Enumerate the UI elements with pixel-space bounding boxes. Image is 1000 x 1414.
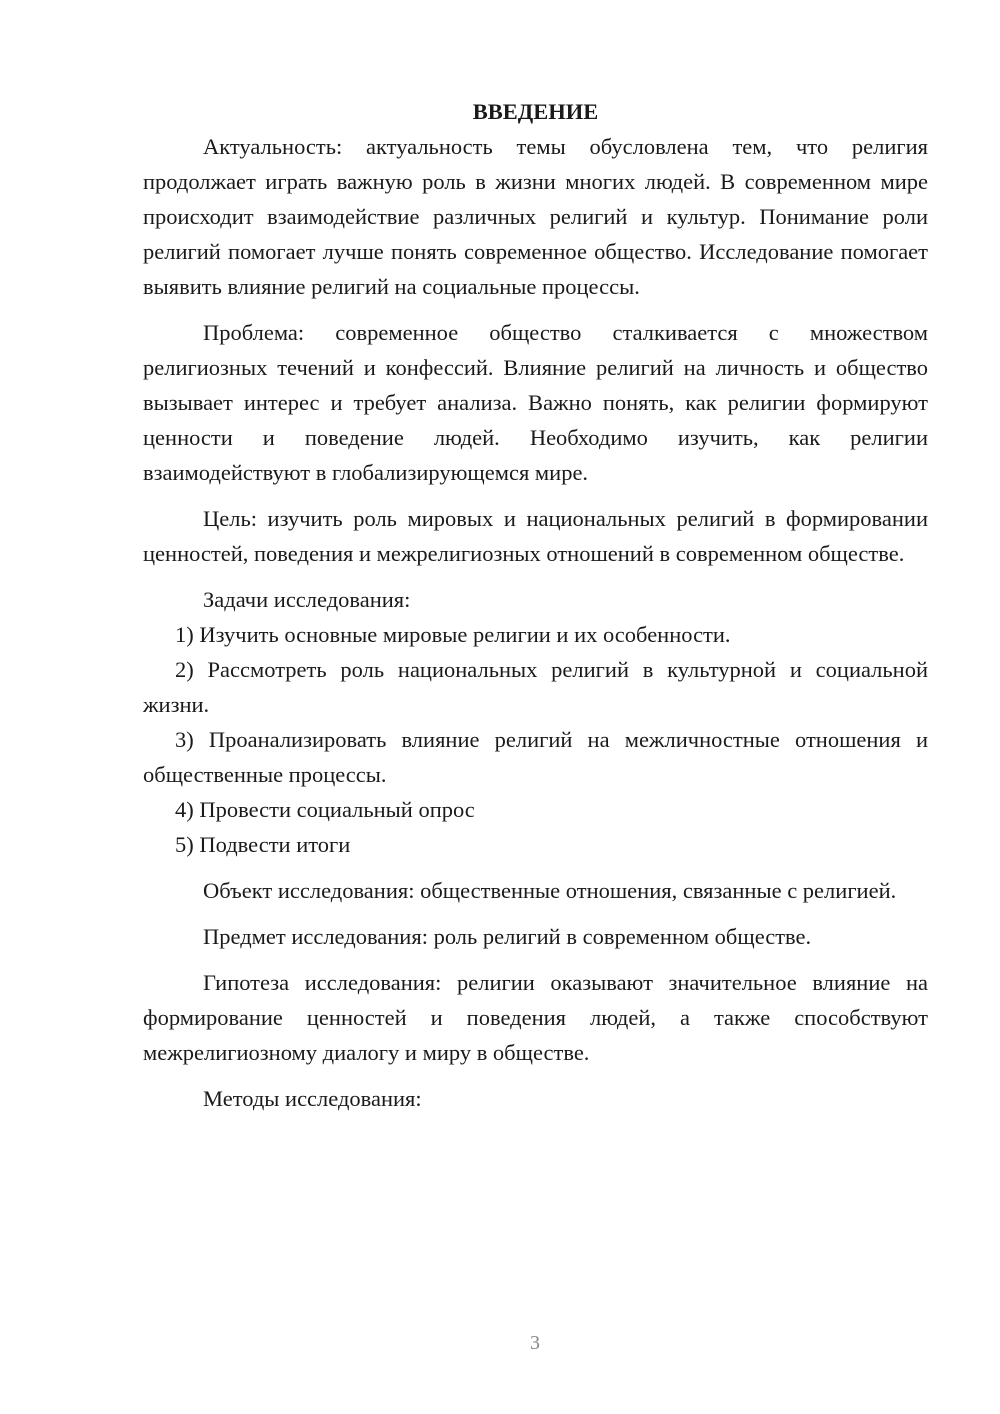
task-item-4: 4) Провести социальный опрос xyxy=(175,797,475,822)
relevance-paragraph: Актуальность: актуальность темы обусловлена тем, что религия продолжает играть важную роль в жизни многих людей. В современном мире происходит взаимодействие различных религий и культур. Понимание роли религий помогает лучше понять современное общество. Исследование помогает выявить влияние религий на социальные процессы. xyxy=(143,134,928,299)
section-heading: ВВЕДЕНИЕ xyxy=(472,99,599,124)
task-item-3: 3) Проанализировать влияние религий на межличностные отношения и общественные процессы. xyxy=(143,727,928,787)
problem-paragraph: Проблема: современное общество сталкивается с множеством религиозных течений и конфессий. Влияние религий на личность и общество вызывает интерес и требует анализа. Важно понять, как религии формируют ценности и поведение людей. Необходимо изучить, как религии взаимодействуют в глобализирующемся мире. xyxy=(143,320,928,485)
page-number: 3 xyxy=(530,1332,540,1354)
page-content xyxy=(143,92,928,1116)
tasks-title: Задачи исследования: xyxy=(203,587,411,612)
goal-paragraph: Цель: изучить роль мировых и национальных религий в формировании ценностей, поведения и межрелигиозных отношений в современном обществе. xyxy=(143,506,928,566)
methods-title: Методы исследования: xyxy=(203,1086,422,1111)
task-item-1: 1) Изучить основные мировые религии и их особенности. xyxy=(175,622,731,647)
object-paragraph: Объект исследования: общественные отношения, связанные с религией. xyxy=(203,878,897,903)
subject-paragraph: Предмет исследования: роль религий в современном обществе. xyxy=(203,924,812,949)
hypothesis-paragraph: Гипотеза исследования: религии оказывают значительное влияние на формирование ценностей и поведения людей, а также способствуют межрелигиозному диалогу и миру в обществе. xyxy=(143,970,928,1065)
task-item-5: 5) Подвести итоги xyxy=(175,832,351,857)
task-item-2: 2) Рассмотреть роль национальных религий в культурной и социальной жизни. xyxy=(143,657,928,717)
